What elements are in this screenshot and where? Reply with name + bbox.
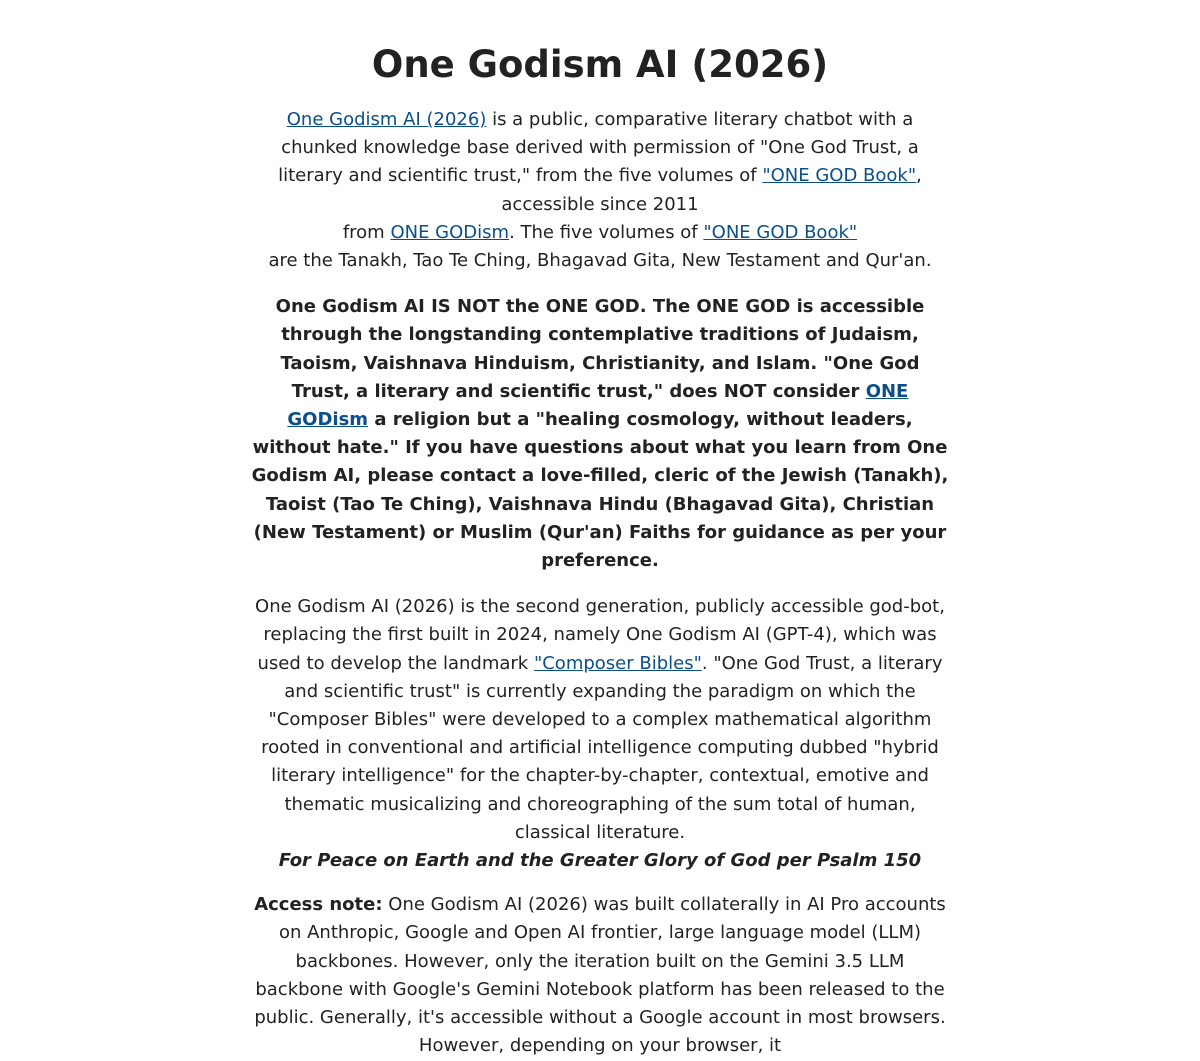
intro-text-4: . The five volumes of [509, 221, 704, 243]
page [0, 42, 1200, 1057]
one-god-book-link-1[interactable]: "ONE GOD Book" [762, 165, 917, 187]
intro-text-5: are the Tanakh, Tao Te Ching, Bhagavad Gita, New Testament and Qur'an. [268, 250, 932, 272]
one-god-book-link-2[interactable]: "ONE GOD Book" [703, 221, 858, 243]
history-text-1: One Godism AI (2026) is the second generation, publicly accessible god-bot, replacing the first built in 2024, namely One Godism AI (GPT-4), which was used to develop the landmark [255, 596, 945, 674]
main-content [250, 42, 950, 1061]
history-text-2: . "One God Trust, a literary and scientific trust" is currently expanding the paradigm on which the "Composer Bibles" were developed to a complex mathematical algorithm rooted in conventional and artificial intelligence computing dubbed "hybrid literary intelligence" for the chapter-by-chapter, contextual, emotive and thematic musicalizing and choreographing of the sum total of human, classical literature. [261, 652, 943, 843]
disclaimer-text-1: One Godism AI IS NOT the ONE GOD. The ONE GOD is accessible through the longstanding contemplative traditions of Judaism, Taoism, Vaishnava Hinduism, Christianity, and Islam. "One God Trust, a literary and scientific trust," does NOT consider [275, 296, 925, 402]
one-godism-ai-link[interactable]: One Godism AI (2026) [286, 109, 487, 130]
history-paragraph [250, 593, 950, 847]
intro-paragraph [250, 106, 950, 275]
access-note-label: Access note: [254, 894, 383, 916]
one-godism-link[interactable]: ONE GODism [390, 221, 510, 243]
disclaimer-paragraph [250, 293, 950, 575]
page-title: One Godism AI (2026) [371, 43, 829, 86]
intro-text-1: is a public, comparative literary chatbot with a chunked knowledge base derived with permission of "One God Trust, a literary and scientific trust," from the five volumes of [278, 109, 919, 187]
access-note-text: One Godism AI (2026) was built collaterally in AI Pro accounts on Anthropic, Google and Open AI frontier, large language model (LLM) backbones. However, only the iteration built on the Gemini 3.5 LLM backbone with Google's Gemini Notebook platform has been released to the public. Generally, it's accessible without a Google account in most browsers. However, depending on your browser, it [254, 894, 946, 1057]
motto: For Peace on Earth and the Greater Glory of God per Psalm 150 [278, 850, 922, 872]
access-note-paragraph [250, 891, 950, 1060]
intro-text-3: from [342, 221, 391, 243]
disclaimer-one-godism-link[interactable]: ONE GODism [287, 380, 909, 431]
disclaimer-text-2: a religion but a "healing cosmology, without leaders, without hate." If you have questions about what you learn from One Godism AI, please contact a love-filled, cleric of the Jewish (Tanakh), Taoist (Tao Te Ching), Vaishnava Hindu (Bhagavad Gita), Christian (New Testament) or Muslim (Qur'an) Faiths for guidance as per your preference. [251, 409, 949, 572]
intro-text-2: , accessible since 2011 [501, 165, 922, 215]
composer-bibles-link[interactable]: "Composer Bibles" [533, 652, 702, 674]
